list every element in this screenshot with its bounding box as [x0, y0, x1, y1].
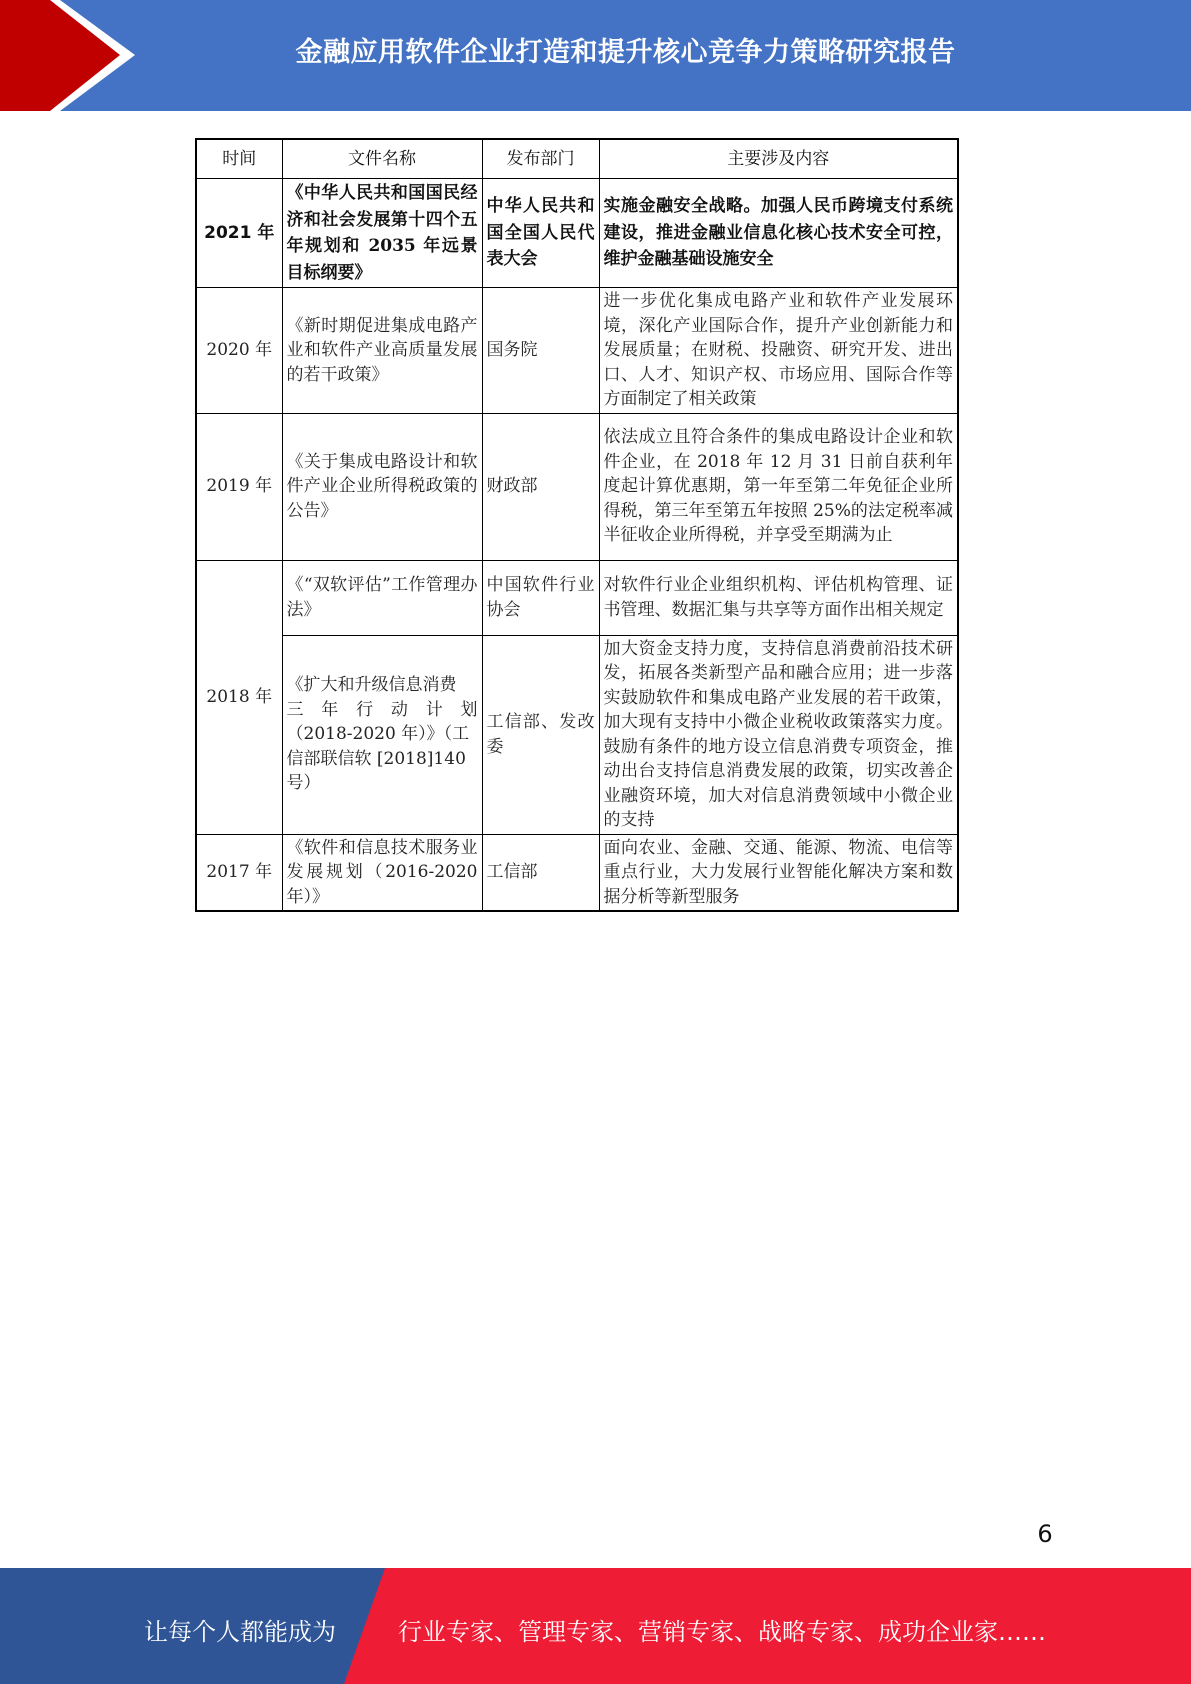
- row-department: 中华人民共和国全国人民代表大会: [482, 179, 599, 288]
- table-row: [196, 560, 958, 635]
- row-document: 《新时期促进集成电路产业和软件产业高质量发展的若干政策》: [282, 288, 482, 414]
- table-row: [196, 635, 958, 834]
- page-number: 6: [1037, 1520, 1053, 1548]
- row-year: 2020 年: [196, 288, 282, 414]
- row-year: 2019 年: [196, 413, 282, 560]
- row-document: 《关于集成电路设计和软件产业企业所得税政策的公告》: [282, 413, 482, 560]
- header-department: 发布部门: [482, 139, 599, 179]
- row-year: 2018 年: [196, 560, 282, 834]
- table-header-row: [196, 139, 958, 179]
- table-row: [196, 179, 958, 288]
- header-main-content: 主要涉及内容: [599, 139, 958, 179]
- row-content: 进一步优化集成电路产业和软件产业发展环境，深化产业国际合作，提升产业创新能力和发展质量；在财税、投融资、研究开发、进出口、人才、知识产权、市场应用、国际合作等方面制定了相关政策: [599, 288, 958, 414]
- header-document-name: 文件名称: [282, 139, 482, 179]
- row-document: 《“双软评估”工作管理办法》: [282, 560, 482, 635]
- table-row: [196, 413, 958, 560]
- row-content: 面向农业、金融、交通、能源、物流、电信等重点行业，大力发展行业智能化解决方案和数据分析等新型服务: [599, 834, 958, 911]
- row-department: 中国软件行业协会: [482, 560, 599, 635]
- row-document: 《软件和信息技术服务业发展规划（2016-2020 年）》: [282, 834, 482, 911]
- row-department: 财政部: [482, 413, 599, 560]
- row-content: 实施金融安全战略。加强人民币跨境支付系统建设，推进金融业信息化核心技术安全可控，维护金融基础设施安全: [599, 179, 958, 288]
- table-row: [196, 288, 958, 414]
- row-document-line: 《扩大和升级信息消费: [286, 675, 457, 696]
- footer-slogan-left: 让每个人都能成为: [144, 1618, 336, 1646]
- table-row: [196, 834, 958, 911]
- policy-table: [195, 138, 959, 912]
- row-department: 工信部、发改委: [482, 635, 599, 834]
- row-document: 《中华人民共和国国民经济和社会发展第十四个五年规划和 2035 年远景目标纲要》: [282, 179, 482, 288]
- row-department: 工信部: [482, 834, 599, 911]
- row-document-line: 三年行动计划: [286, 699, 478, 720]
- row-department: 国务院: [482, 288, 599, 414]
- header-time: 时间: [196, 139, 282, 179]
- row-content: 对软件行业企业组织机构、评估机构管理、证书管理、数据汇集与共享等方面作出相关规定: [599, 560, 958, 635]
- row-year: 2017 年: [196, 834, 282, 911]
- row-content: 依法成立且符合条件的集成电路设计企业和软件企业，在 2018 年 12 月 31 日前自获利年度起计算优惠期，第一年至第二年免征企业所得税，第三年至第五年按照 25%的法定税率减半征收企业所得税，并享受至期满为止: [599, 413, 958, 560]
- document-title: 金融应用软件企业打造和提升核心竞争力策略研究报告: [295, 37, 956, 68]
- header-banner: [0, 0, 1191, 111]
- row-document-line: （2018-2020 年）》（工信部联信软 [2018]140 号）: [286, 724, 470, 794]
- row-document: [282, 635, 482, 834]
- footer-banner: [0, 1568, 1191, 1684]
- row-content: 加大资金支持力度，支持信息消费前沿技术研发，拓展各类新型产品和融合应用；进一步落实鼓励软件和集成电路产业发展的若干政策，加大现有支持中小微企业税收政策落实力度。鼓励有条件的地方设立信息消费专项资金，推动出台支持信息消费发展的政策，切实改善企业融资环境，加大对信息消费领域中小微企业的支持: [599, 635, 958, 834]
- footer-slogan-right: 行业专家、管理专家、营销专家、战略专家、成功企业家……: [398, 1618, 1046, 1646]
- row-year: 2021 年: [196, 179, 282, 288]
